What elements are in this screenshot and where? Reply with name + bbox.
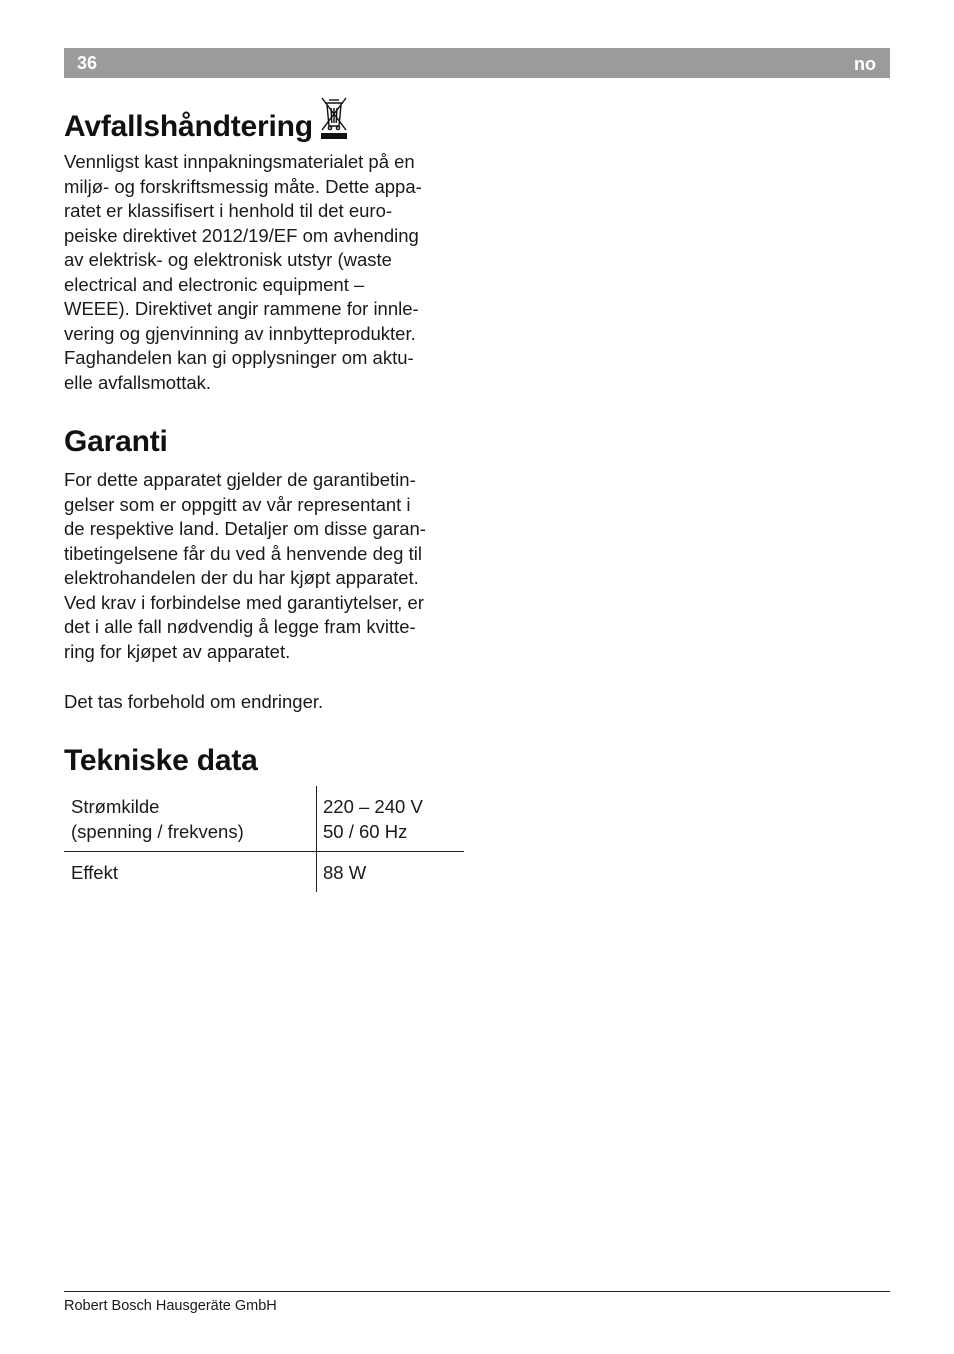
footer-company: Robert Bosch Hausgeräte GmbH	[64, 1298, 277, 1314]
power-source-value: 220 – 240 V 50 / 60 Hz	[323, 796, 423, 842]
language-code: no	[854, 54, 876, 74]
power-rating-value: 88 W	[323, 862, 367, 883]
page-number: 36	[77, 53, 98, 73]
table-row	[64, 786, 464, 852]
warranty-heading: Garanti	[64, 425, 168, 458]
table-row	[64, 852, 464, 892]
disposal-body: Vennligst kast innpakningsmaterialet på en miljø- og forskriftsmessig måte. Dette appa- ratet er klassifisert i henhold til det euro- peiske direktivet 2012/19/EF om avhending av elektrisk- og elektronisk utstyr (waste electrical and electronic equipment – WEEE). Direktivet angir rammene for innle- vering og gjenvinning av innbytteprodukter. Faghandelen kan gi opplysninger om aktu- elle avfallsmottak.	[64, 151, 422, 393]
power-rating-label: Effekt	[64, 852, 317, 892]
page-header-bar	[64, 48, 890, 78]
technical-data-table	[64, 786, 464, 892]
warranty-body: For dette apparatet gjelder de garantibetin- gelser som er oppgitt av vår representant i de respektive land. Detaljer om disse garan- tibetingelsene får du ved å henvende deg til elektrohandelen der du har kjøpt apparatet. Ved krav i forbindelse med garantiytelser, er det i alle fall nødvendig å legge fram kvitte- ring for kjøpet av apparatet.	[64, 469, 426, 662]
technical-heading: Tekniske data	[64, 744, 258, 777]
warranty-note: Det tas forbehold om endringer.	[64, 691, 324, 712]
weee-crossed-bin-icon	[319, 96, 349, 148]
power-source-label: Strømkilde (spenning / frekvens)	[64, 786, 317, 851]
disposal-heading	[64, 96, 349, 148]
disposal-title: Avfallshåndtering	[64, 110, 313, 143]
footer-divider	[64, 1291, 890, 1292]
